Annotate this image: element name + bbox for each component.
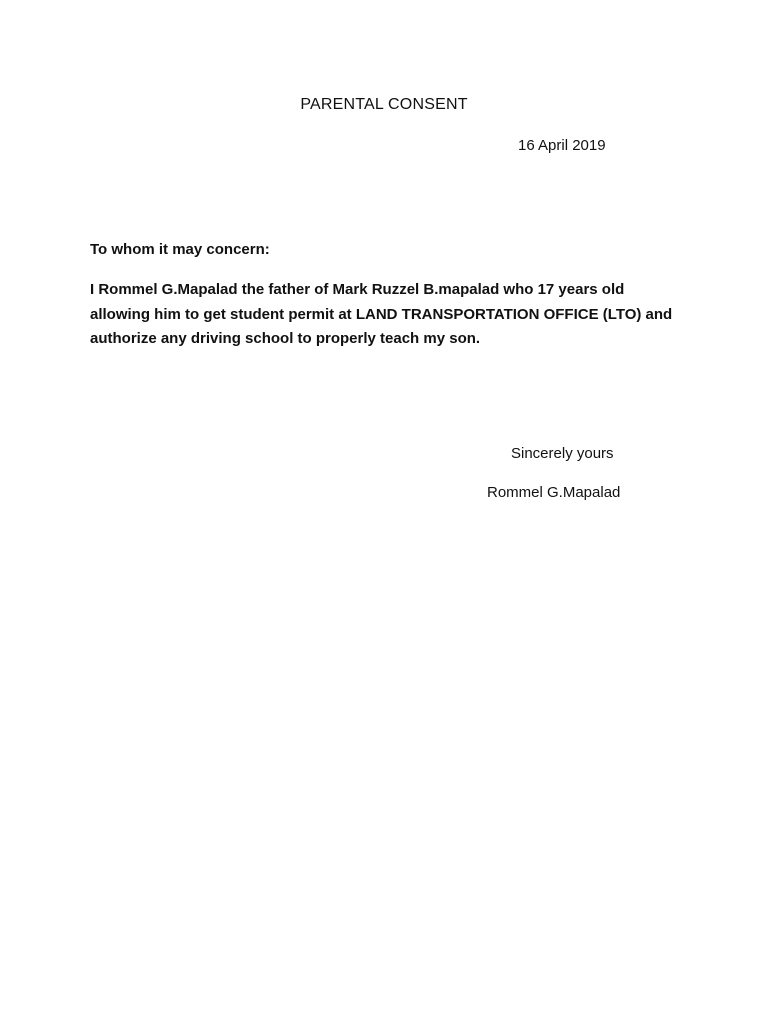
- document-date: 16 April 2019: [518, 137, 606, 154]
- document-title: PARENTAL CONSENT: [300, 96, 468, 113]
- body-line-2: allowing him to get student permit at LAND TRANSPORTATION OFFICE (LTO) and: [90, 305, 673, 323]
- closing-phrase: Sincerely yours: [511, 445, 614, 462]
- body-line-3: authorize any driving school to properly teach my son.: [90, 330, 481, 347]
- signature-name: Rommel G.Mapalad: [487, 484, 621, 501]
- consent-body: [90, 278, 690, 352]
- salutation: To whom it may concern:: [90, 241, 270, 258]
- body-line-1: I Rommel G.Mapalad the father of Mark Ruzzel B.mapalad who 17 years old: [90, 281, 625, 298]
